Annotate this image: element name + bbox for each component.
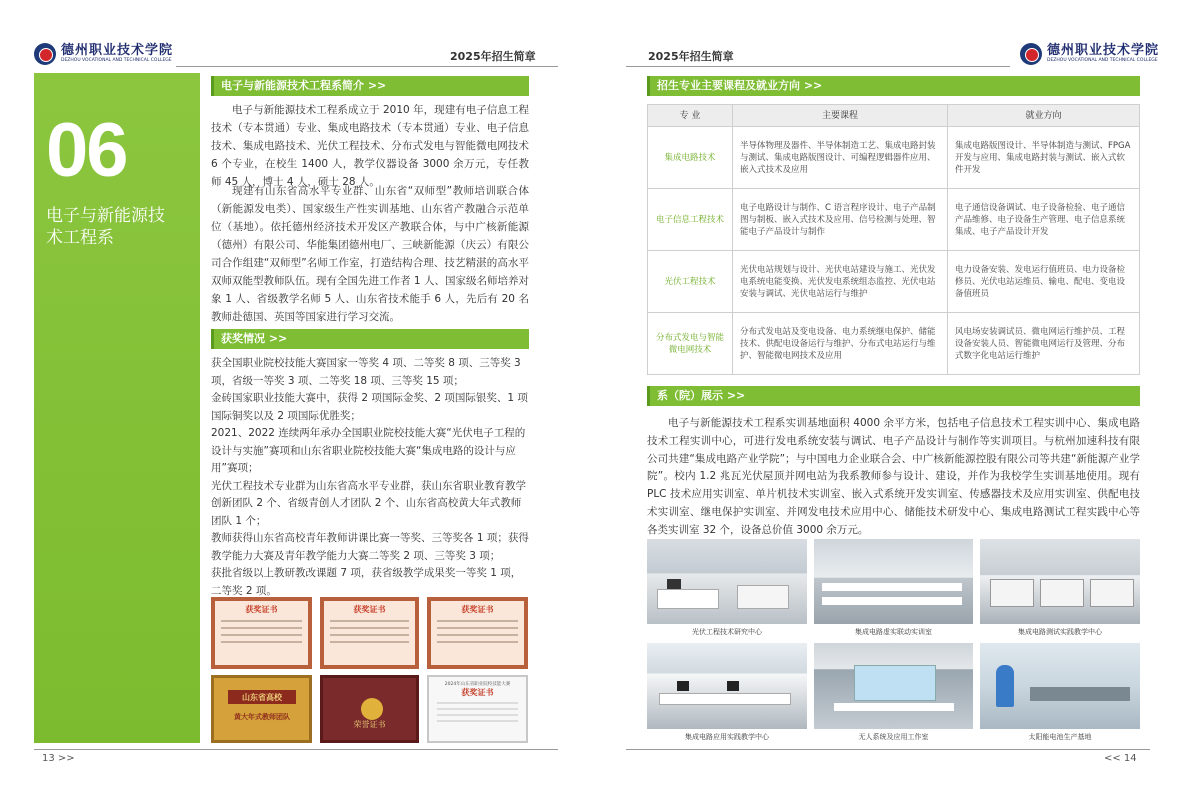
intro-paragraph-1: 电子与新能源技术工程系成立于 2010 年，现建有电子信息工程技术（专本贯通）专业、集成电路技术（专本贯通）专业、电子信息技术、集成电路技术、光伏工程技术、分布式发电与智能微电网技术 6 个专业，在校生 1400 人，教学仪器设备 3000 余万元，专任教师 45 人，博士 4 人，硕士 28 人。: [211, 104, 529, 188]
cell-major: 分布式发电与智能微电网技术: [648, 313, 733, 375]
certificate-title: 获奖证书: [461, 687, 494, 697]
intro-heading: 电子与新能源技术工程系简介 >>: [211, 76, 529, 96]
photo-caption: 光伏工程技术研究中心: [692, 628, 762, 636]
certificate-image: [427, 597, 528, 669]
footer-rule: [626, 749, 1150, 750]
certificate-image: [320, 675, 419, 743]
school-name-cn: 德州职业技术学院: [61, 43, 174, 58]
school-name-en: DEZHOU VOCATIONAL AND TECHNICAL COLLEGE: [61, 58, 172, 63]
photo-caption: 集成电路应用实践教学中心: [685, 733, 769, 741]
table-header-row: [648, 105, 1140, 127]
certificate-title: 获奖证书: [245, 604, 278, 614]
certificate-subtitle: 黄大年式教师团队: [234, 712, 290, 721]
cell-jobs: 电力设备安装、发电运行值班员、电力设备检修员、光伏电站运维员、输电、配电、变电设备值班员: [948, 251, 1140, 313]
cell-courses: 分布式发电站及变电设备、电力系统继电保护、储能技术、供配电设备运行与维护、分布式电站运行与维护、智能微电网技术及应用: [733, 313, 948, 375]
courses-heading: 招生专业主要课程及就业方向 >>: [647, 76, 1140, 96]
school-logo: [34, 43, 173, 65]
award-item: 光伏工程技术专业群为山东省高水平专业群，获山东省职业教育教学创新团队 2 个、省级青创人才团队 2 个、山东省高校黄大年式教师团队 1 个；: [211, 479, 526, 527]
chapter-number: 06: [46, 108, 127, 193]
certificate-image: [211, 675, 312, 743]
certificate-header: 2024年山东省职业院校技能大赛: [444, 682, 511, 687]
chapter-sidebar: [34, 73, 200, 743]
award-item: 获全国职业院校技能大赛国家一等奖 4 项、二等奖 8 项、三等奖 3 项，省级一等奖 3 项、二等奖 18 项、三等奖 15 项；: [211, 357, 521, 387]
table-row: [648, 189, 1140, 251]
emblem-icon: [361, 698, 383, 720]
header-rule: [626, 66, 1010, 67]
brochure-title: [450, 48, 536, 64]
award-item: 金砖国家职业技能大赛中，获得 2 项国际金奖、2 项国际银奖、1 项国际铜奖以及 2 项国际优胜奖；: [211, 392, 528, 422]
certificate-title: 荣誉证书: [353, 720, 386, 729]
photo-caption: 集成电路虚实联动实训室: [855, 628, 932, 636]
award-item: 2021、2022 连续两年承办全国职业院校技能大赛“光伏电子工程的设计与实施”赛项和山东省职业院校技能大赛“集成电路的设计与应用”赛项；: [211, 427, 526, 474]
cell-jobs: 集成电路版图设计、半导体制造与测试、FPGA 开发与应用、集成电路封装与测试、嵌入式软件开发: [948, 127, 1140, 189]
page-number: 13 >>: [42, 753, 75, 764]
certificate-image: [320, 597, 419, 669]
chapter-title: 电子与新能源技术工程系: [46, 206, 165, 248]
certificate-image: [211, 597, 312, 669]
certificate-title: 获奖证书: [353, 604, 386, 614]
page-number: << 14: [1104, 753, 1137, 764]
lab-photo: [980, 643, 1140, 729]
certificate-image: [427, 675, 528, 743]
brochure-year: 2025: [450, 50, 481, 63]
brochure-year: 2025: [648, 50, 679, 63]
cell-major: 集成电路技术: [648, 127, 733, 189]
school-seal-icon: [34, 43, 56, 65]
school-name-cn: 德州职业技术学院: [1047, 43, 1160, 58]
col-header-courses: 主要课程: [733, 105, 948, 127]
footer-rule: [34, 749, 558, 750]
courses-table: [647, 104, 1140, 375]
header-rule: [176, 66, 558, 67]
col-header-jobs: 就业方向: [948, 105, 1140, 127]
cell-jobs: 风电场安装调试员、微电网运行维护员、工程设备安装人员、智能微电网运行及管理、分布式数字化电站运行维护: [948, 313, 1140, 375]
brochure-label: 年招生简章: [480, 50, 536, 63]
table-row: [648, 127, 1140, 189]
certificate-title: 获奖证书: [461, 604, 494, 614]
lab-photo: [814, 539, 973, 624]
cell-courses: 半导体物理及器件、半导体制造工艺、集成电路封装与测试、集成电路版图设计、可编程逻辑器件应用、嵌入式技术及应用: [733, 127, 948, 189]
lab-photo: [647, 539, 807, 624]
cell-jobs: 电子通信设备调试、电子设备检验、电子通信产品维修、电子设备生产管理、电子信息系统集成、电子产品设计开发: [948, 189, 1140, 251]
school-logo: [1020, 43, 1159, 65]
lab-photo: [814, 643, 973, 729]
awards-heading: 获奖情况 >>: [211, 329, 529, 349]
brochure-title: [648, 48, 734, 64]
cell-major: 电子信息工程技术: [648, 189, 733, 251]
award-item: 教师获得山东省高校青年教师讲课比赛一等奖、三等奖各 1 项；获得教学能力大赛及青年教学能力大赛二等奖 2 项、三等奖 3 项；: [211, 532, 529, 562]
school-name-en: DEZHOU VOCATIONAL AND TECHNICAL COLLEGE: [1047, 58, 1158, 63]
photo-caption: 无人系统及应用工作室: [858, 733, 929, 741]
award-item: 获批省级以上教研教改课题 7 项，获省级教学成果奖一等奖 1 项，二等奖 2 项。: [211, 567, 522, 597]
photo-caption: 太阳能电池生产基地: [1028, 733, 1092, 741]
table-row: [648, 251, 1140, 313]
lab-photo: [980, 539, 1140, 624]
photo-caption: 集成电路测试实践教学中心: [1018, 628, 1102, 636]
table-row: [648, 313, 1140, 375]
certificate-title: 山东省高校: [228, 690, 296, 704]
cell-courses: 光伏电站规划与设计、光伏电站建设与施工、光伏发电系统电能变换、光伏发电系统组态监控、光伏电站安装与调试、光伏电站运行与维护: [733, 251, 948, 313]
col-header-major: 专 业: [648, 105, 733, 127]
cell-courses: 电子电路设计与制作、C 语言程序设计、电子产品制图与制板、嵌入式技术及应用、信号检测与处理、智能电子产品设计与制作: [733, 189, 948, 251]
showcase-paragraph: 电子与新能源技术工程系实训基地面积 4000 余平方米，包括电子信息技术工程实训中心、集成电路技术工程实训中心，可进行发电系统安装与调试、电子产品设计与制作等实训项目。与杭州加速科技有限公司共建“集成电路产业学院”；与中国电力企业联合会、中广核新能源控股有限公司等共建“新能源产业学院”。校内 1.2 兆瓦光伏屋顶并网电站为我系教师参与设计、建设，并作为我校学生实训基地使用。现有 PLC 技术应用实训室、单片机技术实训室、嵌入式系统开发实训室、传感器技术及应用实训室、供配电技术实训室、继电保护实训室、并网发电技术应用中心、储能技术研发中心、集成电路测试工程实践中心等各类实训室 32 个，设备总价值 3000 余万元。: [647, 417, 1140, 536]
awards-list: [211, 355, 529, 600]
showcase-heading: 系（院）展示 >>: [647, 386, 1140, 406]
lab-photo: [647, 643, 807, 729]
brochure-label: 年招生简章: [678, 50, 734, 63]
intro-paragraph-2: 现建有山东省高水平专业群、山东省“双师型”教师培训联合体（新能源发电类）、国家级生产性实训基地、山东省产教融合示范单位（基地）。依托德州经济技术开发区产教联合体，与中广核新能源（德州）有限公司、华能集团德州电厂、三峡新能源（庆云）有限公司合作组建“双师型”名师工作室，打造结构合理、技艺精湛的高水平双师双能型教师队伍。现有全国先进工作者 1 人、国家级名师培养对象 1 人、省级教学名师 5 人、山东省技术能手 6 人，先后有 20 名教师赴德国、英国等国家进行学习交流。: [211, 185, 529, 323]
cell-major: 光伏工程技术: [648, 251, 733, 313]
school-seal-icon: [1020, 43, 1042, 65]
